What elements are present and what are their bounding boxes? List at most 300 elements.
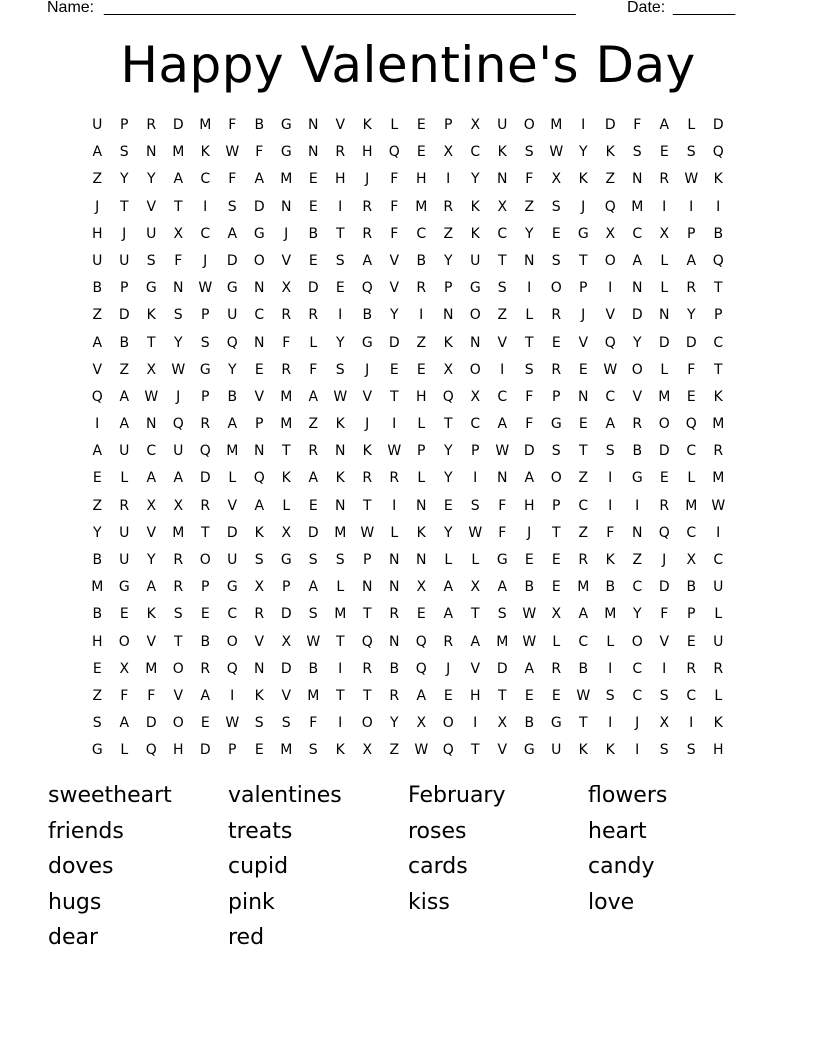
grid-letter: L <box>417 416 426 433</box>
grid-letter: X <box>173 225 184 242</box>
grid-letter: W <box>198 280 213 297</box>
grid-letter: S <box>227 198 238 215</box>
grid-letter: E <box>551 225 562 242</box>
grid-letter: G <box>199 361 212 378</box>
grid-letter: O <box>469 307 482 324</box>
grid-letter: K <box>254 524 265 541</box>
grid-letter: R <box>308 443 319 460</box>
grid-letter: F <box>633 117 642 133</box>
grid-letter: V <box>173 687 184 704</box>
grid-letter: E <box>254 361 265 378</box>
grid-letter: J <box>365 416 370 433</box>
grid-letter: S <box>497 280 508 297</box>
grid-letter: L <box>120 742 129 759</box>
grid-letter: S <box>146 252 157 269</box>
grid-letter: D <box>307 524 320 541</box>
grid-letter: M <box>712 416 725 433</box>
grid-letter: R <box>281 361 292 378</box>
grid-letter: Z <box>524 198 535 215</box>
grid-letter: A <box>92 334 103 351</box>
grid-letter: F <box>606 524 615 541</box>
grid-letter: C <box>605 388 616 405</box>
grid-letter: F <box>390 225 399 242</box>
grid-letter: W <box>468 524 483 541</box>
grid-letter: H <box>172 742 185 759</box>
grid-letter: K <box>605 552 616 568</box>
grid-letter: P <box>228 742 237 759</box>
grid-letter: A <box>119 715 130 732</box>
grid-letter: T <box>200 524 211 541</box>
grid-letter: E <box>416 117 427 133</box>
grid-letter: T <box>713 361 724 378</box>
grid-letter: E <box>686 388 697 405</box>
grid-row <box>84 574 732 601</box>
grid-letter: Y <box>146 552 157 568</box>
grid-letter: A <box>524 470 535 487</box>
grid-letter: Q <box>604 334 617 351</box>
grid-letter: R <box>200 497 211 514</box>
grid-letter: V <box>254 388 265 405</box>
grid-letter: V <box>632 388 643 405</box>
grid-letter: O <box>442 715 455 732</box>
grid-letter: F <box>309 715 318 732</box>
grid-letter: R <box>389 687 400 704</box>
grid-letter: B <box>92 552 103 568</box>
grid-letter: K <box>335 416 346 433</box>
grid-letter: X <box>281 633 292 650</box>
grid-letter: N <box>632 524 643 541</box>
grid-letter: S <box>686 144 697 161</box>
grid-letter: B <box>632 443 643 460</box>
grid-letter: N <box>470 334 481 351</box>
grid-letter: D <box>658 334 671 351</box>
grid-letter: E <box>524 552 535 568</box>
grid-letter: U <box>227 552 238 568</box>
grid-letter: M <box>685 497 698 514</box>
grid-letter: X <box>470 388 481 405</box>
grid-letter: D <box>523 443 536 460</box>
grid-letter: Z <box>497 307 508 324</box>
grid-letter: C <box>632 579 643 596</box>
grid-letter: M <box>280 171 293 188</box>
grid-letter: P <box>417 443 426 460</box>
grid-letter: Y <box>389 715 400 732</box>
date-blank-line: _______ <box>673 0 736 16</box>
grid-letter: T <box>335 687 346 704</box>
grid-letter: N <box>146 416 157 433</box>
grid-letter: P <box>444 117 453 133</box>
grid-letter: X <box>146 497 157 514</box>
grid-letter: H <box>91 225 104 242</box>
grid-letter: V <box>146 633 157 650</box>
grid-letter: A <box>227 416 238 433</box>
grid-letter: I <box>662 660 667 677</box>
grid-letter: M <box>496 633 509 650</box>
grid-letter: N <box>524 252 535 269</box>
grid-row <box>84 629 732 656</box>
grid-letter: T <box>470 606 481 623</box>
grid-letter: D <box>226 252 239 269</box>
grid-letter: Q <box>712 144 725 161</box>
grid-letter: V <box>470 660 481 677</box>
grid-letter: I <box>581 117 586 133</box>
grid-letter: X <box>281 524 292 541</box>
grid-letter: V <box>578 334 589 351</box>
grid-letter: S <box>551 252 562 269</box>
grid-letter: Y <box>524 225 535 242</box>
grid-letter: P <box>687 606 696 623</box>
grid-letter: L <box>471 552 480 568</box>
grid-letter: K <box>281 470 292 487</box>
grid-letter: T <box>578 252 589 269</box>
grid-letter: T <box>335 225 346 242</box>
grid-letter: E <box>551 552 562 568</box>
grid-letter: P <box>120 280 129 297</box>
grid-letter: D <box>253 198 266 215</box>
grid-letter: C <box>632 687 643 704</box>
grid-letter: S <box>173 606 184 623</box>
grid-letter: L <box>660 361 669 378</box>
grid-letter: U <box>713 633 724 650</box>
grid-letter: L <box>552 633 561 650</box>
grid-letter: I <box>608 715 613 732</box>
grid-letter: X <box>659 715 670 732</box>
grid-letter: U <box>119 524 130 541</box>
grid-letter: S <box>551 198 562 215</box>
grid-letter: L <box>120 470 129 487</box>
grid-letter: E <box>686 633 697 650</box>
grid-letter: P <box>255 416 264 433</box>
grid-letter: N <box>659 307 670 324</box>
grid-letter: R <box>551 660 562 677</box>
grid-letter: Q <box>145 742 158 759</box>
grid-letter: Z <box>308 416 319 433</box>
grid-letter: M <box>577 579 590 596</box>
grid-letter: I <box>419 307 424 324</box>
grid-letter: E <box>416 606 427 623</box>
grid-letter: S <box>524 361 535 378</box>
grid-row <box>84 139 732 166</box>
grid-letter: S <box>254 715 265 732</box>
grid-letter: I <box>338 307 343 324</box>
grid-letter: R <box>416 280 427 297</box>
grid-letter: Z <box>443 225 454 242</box>
grid-letter: E <box>659 470 670 487</box>
grid-letter: L <box>687 470 696 487</box>
word-list-item: candy <box>588 854 655 879</box>
grid-letter: V <box>362 388 373 405</box>
grid-letter: B <box>524 715 535 732</box>
grid-letter: A <box>173 171 184 188</box>
grid-letter: B <box>308 225 319 242</box>
grid-letter: M <box>334 524 347 541</box>
grid-letter: N <box>281 198 292 215</box>
grid-letter: R <box>659 171 670 188</box>
grid-letter: K <box>146 606 157 623</box>
grid-letter: X <box>470 579 481 596</box>
grid-letter: X <box>497 198 508 215</box>
grid-letter: V <box>281 687 292 704</box>
grid-letter: K <box>254 687 265 704</box>
grid-letter: K <box>713 388 724 405</box>
grid-row <box>84 194 732 221</box>
grid-letter: B <box>605 579 616 596</box>
grid-letter: E <box>308 497 319 514</box>
grid-letter: K <box>443 334 454 351</box>
grid-letter: N <box>632 280 643 297</box>
grid-letter: E <box>659 144 670 161</box>
grid-letter: F <box>228 171 237 188</box>
grid-letter: R <box>335 144 346 161</box>
grid-letter: S <box>524 144 535 161</box>
grid-letter: K <box>578 171 589 188</box>
grid-letter: R <box>173 579 184 596</box>
grid-letter: T <box>389 388 400 405</box>
word-search-grid <box>84 112 732 765</box>
grid-letter: E <box>200 715 211 732</box>
grid-letter: R <box>200 416 211 433</box>
grid-letter: R <box>578 552 589 568</box>
grid-letter: R <box>551 361 562 378</box>
grid-letter: R <box>551 307 562 324</box>
grid-letter: G <box>91 742 104 759</box>
grid-letter: N <box>416 497 427 514</box>
grid-letter: Z <box>92 307 103 324</box>
grid-letter: X <box>173 497 184 514</box>
grid-letter: P <box>444 280 453 297</box>
grid-letter: U <box>713 579 724 596</box>
grid-letter: Z <box>92 171 103 188</box>
grid-letter: H <box>415 171 428 188</box>
grid-letter: A <box>443 606 454 623</box>
grid-letter: K <box>470 225 481 242</box>
grid-letter: K <box>362 117 373 133</box>
grid-letter: K <box>605 144 616 161</box>
grid-letter: W <box>333 388 348 405</box>
grid-letter: R <box>362 198 373 215</box>
grid-letter: F <box>120 687 129 704</box>
grid-letter: W <box>306 633 321 650</box>
grid-letter: B <box>227 388 238 405</box>
grid-letter: I <box>635 742 640 759</box>
grid-letter: X <box>659 225 670 242</box>
grid-letter: M <box>550 117 563 133</box>
grid-letter: K <box>497 144 508 161</box>
grid-row <box>84 166 732 193</box>
word-list-item: love <box>588 889 635 915</box>
grid-row <box>84 737 732 764</box>
grid-letter: N <box>173 280 184 297</box>
grid-letter: X <box>443 361 454 378</box>
grid-letter: R <box>632 416 643 433</box>
grid-letter: M <box>280 388 293 405</box>
grid-letter: U <box>146 225 157 242</box>
grid-letter: S <box>281 715 292 732</box>
grid-letter: I <box>608 497 613 514</box>
grid-letter: O <box>604 252 617 269</box>
grid-letter: N <box>254 280 265 297</box>
grid-letter: R <box>389 606 400 623</box>
grid-letter: S <box>470 497 481 514</box>
grid-letter: G <box>550 715 563 732</box>
grid-letter: P <box>201 307 210 324</box>
grid-letter: M <box>199 117 212 133</box>
grid-letter: Y <box>92 524 103 541</box>
grid-letter: T <box>362 497 373 514</box>
grid-letter: W <box>414 742 429 759</box>
grid-letter: T <box>578 443 589 460</box>
grid-letter: F <box>687 361 696 378</box>
grid-letter: Q <box>361 280 374 297</box>
grid-letter: F <box>255 144 264 161</box>
grid-letter: I <box>338 715 343 732</box>
grid-letter: Z <box>578 470 589 487</box>
grid-letter: S <box>605 443 616 460</box>
grid-letter: Q <box>226 660 239 677</box>
word-list-row <box>48 887 768 923</box>
grid-letter: T <box>335 633 346 650</box>
grid-letter: I <box>662 198 667 215</box>
grid-letter: Q <box>442 388 455 405</box>
grid-letter: R <box>362 225 373 242</box>
grid-letter: N <box>443 307 454 324</box>
grid-letter: K <box>578 742 589 759</box>
grid-letter: E <box>578 361 589 378</box>
grid-letter: B <box>686 579 697 596</box>
grid-letter: S <box>335 361 346 378</box>
grid-letter: T <box>578 715 589 732</box>
grid-letter: Y <box>119 171 130 188</box>
word-list-item: flowers <box>588 783 668 808</box>
grid-row <box>84 465 732 492</box>
grid-letter: X <box>551 606 562 623</box>
grid-letter: N <box>362 579 373 596</box>
grid-letter: E <box>551 687 562 704</box>
grid-row <box>84 330 732 357</box>
grid-letter: F <box>390 198 399 215</box>
grid-letter: X <box>605 225 616 242</box>
grid-letter: B <box>578 660 589 677</box>
grid-letter: N <box>389 633 400 650</box>
grid-letter: P <box>201 579 210 596</box>
grid-letter: E <box>200 606 211 623</box>
grid-letter: I <box>716 524 721 541</box>
grid-letter: R <box>146 117 157 133</box>
grid-letter: B <box>362 307 373 324</box>
grid-letter: E <box>443 497 454 514</box>
grid-letter: B <box>308 660 319 677</box>
grid-letter: D <box>658 579 671 596</box>
grid-letter: L <box>417 470 426 487</box>
grid-letter: G <box>226 579 239 596</box>
grid-letter: D <box>199 742 212 759</box>
grid-letter: E <box>92 470 103 487</box>
grid-letter: L <box>606 633 615 650</box>
grid-letter: I <box>230 687 235 704</box>
grid-letter: K <box>713 171 724 188</box>
grid-letter: L <box>687 117 696 133</box>
grid-letter: B <box>713 225 724 242</box>
word-list-item: hugs <box>48 889 102 915</box>
grid-letter: J <box>284 225 289 242</box>
grid-letter: N <box>335 497 346 514</box>
grid-letter: S <box>173 307 184 324</box>
grid-letter: J <box>95 198 100 215</box>
grid-letter: P <box>552 388 561 405</box>
grid-letter: P <box>363 552 372 568</box>
grid-letter: K <box>605 742 616 759</box>
grid-letter: R <box>659 497 670 514</box>
grid-letter: G <box>280 144 293 161</box>
grid-letter: E <box>254 742 265 759</box>
grid-letter: C <box>416 225 427 242</box>
grid-letter: Y <box>470 171 481 188</box>
grid-letter: T <box>281 443 292 460</box>
grid-letter: C <box>227 606 238 623</box>
grid-letter: Y <box>578 144 589 161</box>
word-list <box>48 780 768 958</box>
grid-letter: O <box>631 361 644 378</box>
word-list-item: roses <box>408 818 467 844</box>
grid-letter: A <box>254 171 265 188</box>
grid-letter: K <box>362 443 373 460</box>
grid-row <box>84 384 732 411</box>
grid-letter: C <box>254 307 265 324</box>
grid-letter: E <box>551 579 562 596</box>
grid-letter: E <box>92 660 103 677</box>
grid-letter: Q <box>415 633 428 650</box>
grid-letter: B <box>200 633 211 650</box>
grid-letter: A <box>632 252 643 269</box>
grid-letter: S <box>497 606 508 623</box>
grid-letter: C <box>686 687 697 704</box>
grid-letter: I <box>689 715 694 732</box>
grid-letter: V <box>281 252 292 269</box>
grid-letter: X <box>254 579 265 596</box>
grid-letter: N <box>254 443 265 460</box>
grid-letter: D <box>712 117 725 133</box>
grid-letter: I <box>338 660 343 677</box>
word-list-item: heart <box>588 818 647 844</box>
grid-letter: O <box>550 470 563 487</box>
grid-letter: J <box>581 198 586 215</box>
grid-letter: F <box>660 606 669 623</box>
grid-letter: P <box>687 225 696 242</box>
grid-letter: R <box>281 307 292 324</box>
word-list-item: sweetheart <box>48 783 172 808</box>
grid-letter: Y <box>632 334 643 351</box>
grid-letter: A <box>146 470 157 487</box>
grid-letter: H <box>523 497 536 514</box>
grid-letter: L <box>282 497 291 514</box>
grid-letter: P <box>120 117 129 133</box>
grid-letter: A <box>200 687 211 704</box>
grid-letter: O <box>172 715 185 732</box>
grid-letter: Q <box>415 660 428 677</box>
grid-letter: P <box>714 307 723 324</box>
grid-letter: S <box>92 715 103 732</box>
grid-letter: R <box>173 552 184 568</box>
grid-letter: V <box>389 252 400 269</box>
grid-letter: F <box>525 171 534 188</box>
grid-letter: U <box>497 117 508 133</box>
grid-letter: Q <box>604 198 617 215</box>
grid-letter: Y <box>146 171 157 188</box>
grid-letter: W <box>171 361 186 378</box>
grid-letter: F <box>525 416 534 433</box>
grid-letter: S <box>200 334 211 351</box>
grid-letter: C <box>632 225 643 242</box>
